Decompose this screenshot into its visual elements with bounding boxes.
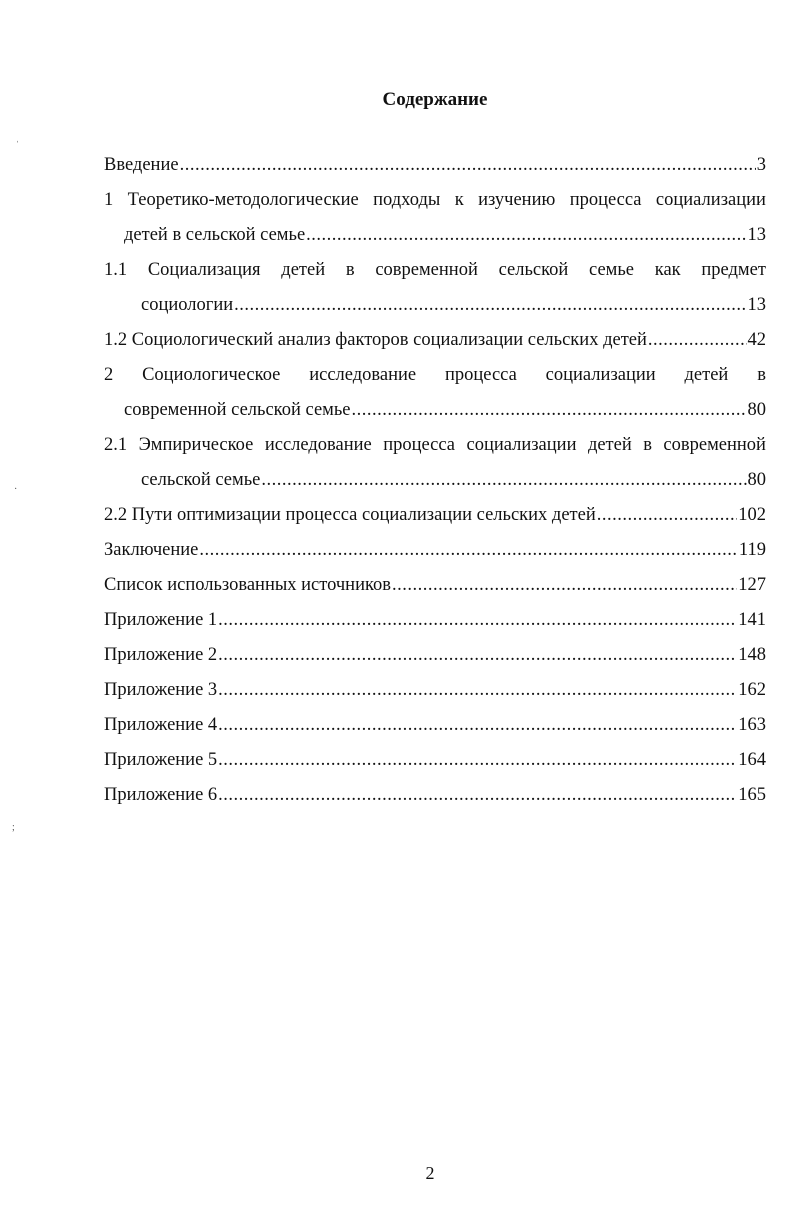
toc-entry-app3 [104,680,766,715]
toc-word: исследование [309,365,417,385]
table-of-contents [104,155,766,820]
scan-speck: ˈ [16,140,20,151]
toc-word: детей [281,260,326,280]
toc-page: 80 [747,470,766,490]
toc-entry-conclusion [104,540,766,575]
toc-entry-app1 [104,610,766,645]
toc-entry-s1-2 [104,330,766,365]
toc-entry-text: Приложение 3 [104,680,218,700]
toc-entry-text: 2.2 Пути оптимизации процесса социализации сельских детей [104,505,596,525]
toc-leader [597,505,738,526]
toc-entry-s2-2 [104,505,766,540]
toc-page: 141 [738,610,766,630]
toc-entry-ch2-line1 [104,365,766,400]
toc-entry-s1-1-line1 [104,260,766,295]
toc-page: 80 [747,400,766,420]
toc-leader [218,785,737,806]
toc-word: подходы [373,190,441,210]
toc-word: к [454,190,464,210]
toc-word: сельской [498,260,569,280]
toc-page: 162 [738,680,766,700]
toc-leader [352,400,747,421]
toc-word: 1.1 [104,260,128,280]
toc-entry-text: Приложение 4 [104,715,218,735]
toc-entry-text: детей в сельской семье [124,225,306,245]
toc-page: 3 [756,155,766,175]
toc-entry-app6 [104,785,766,820]
page-title: Содержание [382,89,488,110]
toc-page: 165 [738,785,766,805]
toc-word: Социализация [147,260,261,280]
toc-entry-app5 [104,750,766,785]
toc-entry-s1-1-line2 [104,295,766,330]
toc-page: 164 [738,750,766,770]
toc-entry-ch2-line2 [104,400,766,435]
toc-word: социализации [466,435,577,455]
toc-word: изучению [478,190,556,210]
toc-page: 13 [747,295,766,315]
toc-entry-text: Введение [104,155,179,175]
toc-word: в [345,260,355,280]
toc-leader [199,540,738,561]
toc-entry-s2-1-line2 [104,470,766,505]
toc-entry-text: Приложение 1 [104,610,218,630]
toc-page: 102 [738,505,766,525]
toc-entry-app2 [104,645,766,680]
toc-page: 119 [738,540,766,560]
toc-word: семье [589,260,635,280]
toc-entry-app4 [104,715,766,750]
toc-word: социализации [655,190,766,210]
toc-word: процесса [569,190,642,210]
toc-entry-text: сельской семье [141,470,261,490]
toc-entry-text: Приложение 6 [104,785,218,805]
toc-word: предмет [701,260,766,280]
toc-word: социализации [545,365,656,385]
toc-word: Теоретико-методологические [127,190,359,210]
toc-word: современной [663,435,766,455]
toc-leader [180,155,756,176]
toc-entry-text: Приложение 5 [104,750,218,770]
toc-entry-text: Список использованных источников [104,575,392,595]
toc-entry-sources [104,575,766,610]
toc-page: 42 [747,330,766,350]
toc-leader [392,575,737,596]
toc-leader [218,610,737,631]
page-number: 2 [425,1163,435,1183]
toc-entry-intro [104,155,766,190]
toc-leader [234,295,746,316]
toc-word: Социологическое [142,365,281,385]
toc-entry-ch1-line1 [104,190,766,225]
toc-entry-text: социологии [141,295,234,315]
toc-word: процесса [383,435,456,455]
toc-leader [261,470,746,491]
toc-page: 163 [738,715,766,735]
toc-leader [218,680,737,701]
toc-entry-text: Заключение [104,540,199,560]
toc-word: 1 [104,190,114,210]
toc-word: современной [375,260,478,280]
toc-word: детей [587,435,632,455]
toc-word: в [757,365,766,385]
toc-word: исследование [264,435,372,455]
toc-page: 13 [747,225,766,245]
toc-entry-text: 1.2 Социологический анализ факторов социализации сельских детей [104,330,647,350]
scan-speck: ; [12,822,15,833]
toc-word: детей [684,365,729,385]
toc-word: как [654,260,681,280]
toc-leader [648,330,747,351]
toc-leader [218,645,737,666]
toc-leader [218,750,737,771]
toc-word: в [643,435,652,455]
toc-entry-ch1-line2 [104,225,766,260]
scan-speck: · [14,484,18,495]
toc-leader [306,225,746,246]
toc-leader [218,715,737,736]
toc-entry-text: современной сельской семье [124,400,351,420]
toc-word: 2 [104,365,114,385]
toc-entry-text: Приложение 2 [104,645,218,665]
toc-word: 2.1 [104,435,128,455]
toc-page: 148 [738,645,766,665]
toc-page: 127 [738,575,766,595]
toc-word: Эмпирическое [138,435,254,455]
toc-entry-s2-1-line1 [104,435,766,470]
toc-word: процесса [444,365,517,385]
